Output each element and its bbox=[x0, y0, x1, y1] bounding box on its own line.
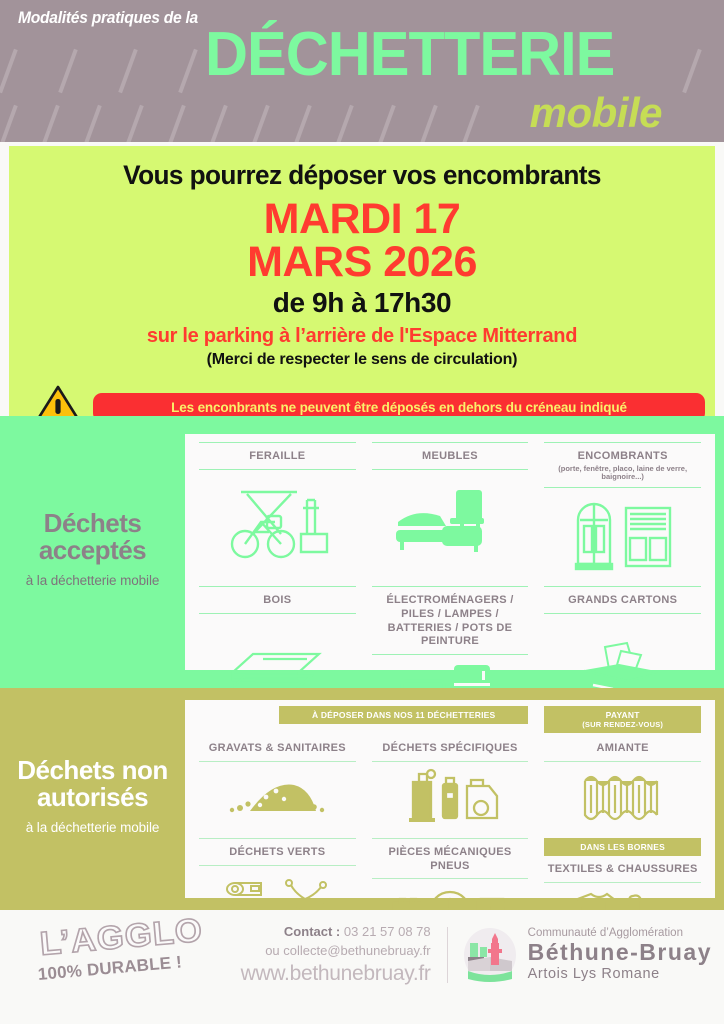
accepted-item-label: FERAILLE bbox=[199, 442, 356, 470]
badge-payant-main: PAYANT bbox=[605, 710, 640, 720]
refused-item-label: DÉCHETS VERTS bbox=[199, 838, 356, 866]
accepted-items-card bbox=[185, 434, 715, 670]
accepted-title-line1: Déchets bbox=[43, 507, 142, 538]
info-intro: Vous pourrez déposer vos encombrants bbox=[123, 160, 601, 190]
contact-email: ou collecte@bethunebruay.fr bbox=[265, 942, 431, 958]
accepted-waste-section bbox=[0, 416, 724, 688]
refused-item-label: TEXTILES & CHAUSSURES bbox=[544, 856, 701, 883]
accepted-item-feraille bbox=[191, 440, 364, 584]
badge-dans-les-bornes: DANS LES BORNES bbox=[544, 838, 701, 856]
accepted-item-meubles bbox=[364, 440, 537, 584]
info-panel-wrap bbox=[0, 142, 724, 416]
warning-banner: Les enconbrants ne peuvent être déposés en dehors du créneau indiqué bbox=[93, 393, 705, 422]
info-note: (Merci de respecter le sens de circulation) bbox=[206, 351, 518, 369]
contact-label: Contact : bbox=[283, 923, 341, 939]
accepted-subtitle: à la déchetterie mobile bbox=[25, 573, 160, 589]
refused-item-label: DÉCHETS SPÉCIFIQUES bbox=[372, 735, 529, 762]
badge-payant bbox=[544, 706, 701, 733]
refused-item-label: AMIANTE bbox=[544, 735, 701, 762]
accepted-heading-block bbox=[0, 416, 185, 688]
contact-phone-line bbox=[218, 923, 431, 942]
refused-items-card bbox=[185, 700, 715, 898]
cab-line1: Communauté d’Agglomération bbox=[527, 927, 683, 940]
refused-item-dechets-specifiques bbox=[364, 733, 537, 836]
info-date-line1: MARDI 17 bbox=[263, 195, 461, 243]
chemical-containers-icon bbox=[372, 762, 529, 834]
cab-logo-text bbox=[528, 927, 712, 982]
cab-line3: Artois Lys Romane bbox=[527, 965, 660, 982]
refused-item-label: PIÈCES MÉCANIQUES PNEUS bbox=[372, 838, 529, 880]
poster-header bbox=[0, 0, 724, 142]
info-date-line2: MARS 2026 bbox=[247, 237, 477, 286]
accepted-item-label: BOIS bbox=[199, 586, 356, 614]
bulky-waste-icon bbox=[544, 488, 701, 582]
rubble-pile-icon bbox=[199, 762, 356, 834]
refused-item-gravats bbox=[191, 733, 364, 836]
refused-badge-dechetteries-row bbox=[191, 706, 536, 733]
refused-waste-section bbox=[0, 688, 724, 910]
info-hours: de 9h à 17h30 bbox=[272, 287, 452, 319]
refused-title-line1: Déchets non bbox=[17, 754, 168, 785]
furniture-icon bbox=[372, 470, 529, 582]
refused-badge-payant-row bbox=[536, 706, 709, 733]
scrap-metal-icon bbox=[199, 470, 356, 582]
cab-logo-mark bbox=[462, 927, 518, 983]
accepted-item-sublabel: (porte, fenêtre, placo, laine de verre, baignoire...) bbox=[558, 463, 688, 482]
accepted-item-label-main: ENCOMBRANTS bbox=[577, 450, 668, 462]
agglo-logo bbox=[18, 910, 218, 985]
contact-phone: 03 21 57 08 78 bbox=[343, 923, 431, 939]
refused-item-label: GRAVATS & SANITAIRES bbox=[199, 735, 356, 762]
badge-deposer-dechetteries: À DÉPOSER DANS NOS 11 DÉCHETTERIES bbox=[279, 706, 528, 724]
refused-item-amiante bbox=[536, 733, 709, 836]
agglo-logo-top: L’AGGLO bbox=[38, 910, 205, 962]
accepted-item-label: ÉLECTROMÉNAGERS / PILES / LAMPES / BATTERIES / POTS DE PEINTURE bbox=[372, 586, 529, 655]
header-kicker: Modalités pratiques de la bbox=[18, 8, 198, 27]
poster-footer bbox=[0, 910, 724, 999]
accepted-item-label: GRANDS CARTONS bbox=[544, 586, 701, 614]
refused-subtitle: à la déchetterie mobile bbox=[25, 820, 160, 836]
page-subtitle: mobile bbox=[529, 89, 662, 136]
agglo-logo-bottom: 100% DURABLE ! bbox=[37, 951, 183, 984]
refused-title-line2: autorisés bbox=[36, 782, 149, 812]
info-place: sur le parking à l’arrière de l'Espace Mitterrand bbox=[146, 325, 578, 348]
accepted-item-label: MEUBLES bbox=[372, 442, 529, 470]
accepted-title-line2: acceptés bbox=[38, 535, 147, 565]
cab-logo bbox=[448, 927, 712, 983]
website-url[interactable]: www.bethunebruay.fr bbox=[240, 962, 431, 986]
accepted-item-encombrants bbox=[536, 440, 709, 584]
refused-heading-block bbox=[0, 688, 185, 910]
badge-payant-sub: (SUR RENDEZ-VOUS) bbox=[582, 720, 664, 730]
page-title: DÉCHETTERIE bbox=[205, 20, 615, 89]
asbestos-sheet-icon bbox=[544, 762, 701, 834]
info-panel bbox=[9, 146, 715, 416]
contact-block bbox=[218, 923, 447, 987]
accepted-item-label bbox=[544, 442, 701, 488]
cab-line2: Béthune-Bruay bbox=[527, 938, 712, 965]
